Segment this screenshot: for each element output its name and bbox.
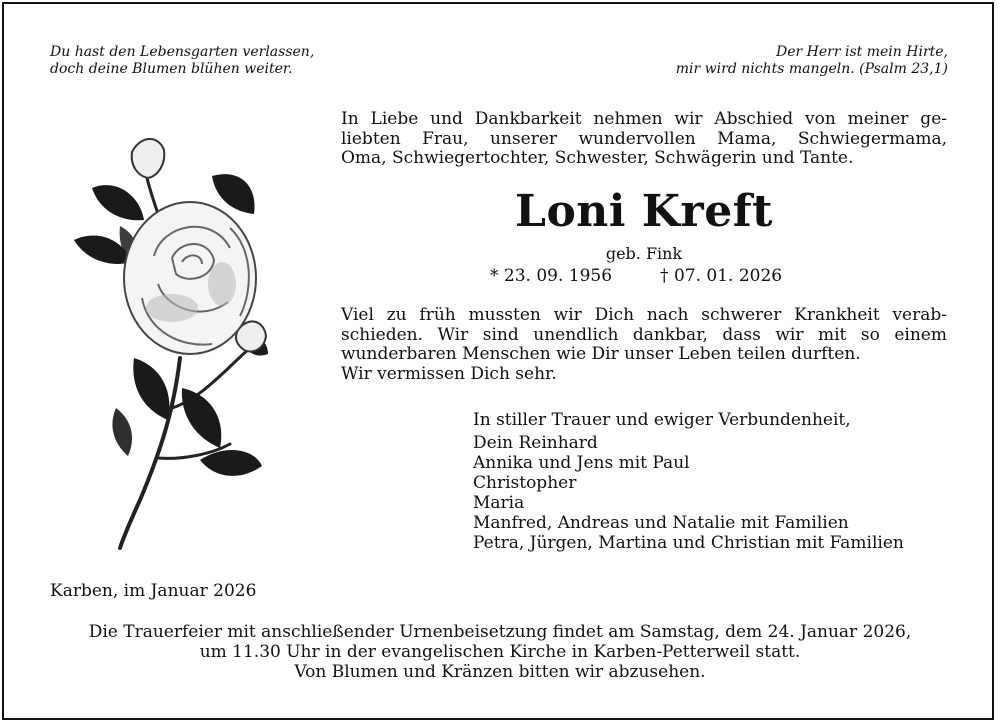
mourner-name: Manfred, Andreas und Natalie mit Familien	[473, 513, 849, 533]
ceremony-notice	[0, 622, 1000, 682]
quote-left-line: Du hast den Lebensgarten verlassen,	[50, 44, 315, 60]
message-line: schieden. Wir sind unendlich dankbar, dass wir mit so einem	[341, 324, 947, 345]
intro-line: In Liebe und Dankbarkeit nehmen wir Abschied von meiner ge-	[341, 109, 947, 129]
birth-name: geb. Fink	[605, 244, 683, 263]
quote-left-line: doch deine Blumen blühen weiter.	[50, 61, 293, 77]
intro-text	[341, 110, 947, 169]
quote-right-line: Der Herr ist mein Hirte,	[776, 44, 948, 60]
message-line: Viel zu früh mussten wir Dich nach schwerer Krankheit verab-	[341, 305, 947, 325]
ceremony-line: Die Trauerfeier mit anschließender Urnenbeisetzung findet am Samstag, dem 24. Januar 2026,	[88, 622, 912, 642]
ceremony-line: Von Blumen und Kränzen bitten wir abzusehen.	[294, 662, 706, 682]
quote-right	[676, 44, 948, 78]
mourner-name: Christopher	[473, 473, 577, 493]
message-line: Wir vermissen Dich sehr.	[341, 363, 557, 384]
message-text	[341, 306, 947, 384]
deceased-name: Loni Kreft	[515, 186, 773, 237]
rose-icon	[62, 108, 292, 552]
mourners-block	[473, 410, 904, 553]
quote-left	[50, 44, 314, 78]
quote-right-line: mir wird nichts mangeln. (Psalm 23,1)	[675, 61, 948, 77]
intro-line: liebten Frau, unserer wundervollen Mama, Schwiegermama,	[341, 128, 947, 149]
place-date: Karben, im Januar 2026	[50, 581, 257, 601]
ceremony-line: um 11.30 Uhr in der evangelischen Kirche in Karben-Petterweil statt.	[199, 642, 801, 662]
life-dates	[490, 266, 782, 286]
message-line: wunderbaren Menschen wie Dir unser Leben teilen durften.	[341, 344, 861, 364]
intro-line: Oma, Schwiegertochter, Schwester, Schwägerin und Tante.	[341, 148, 854, 168]
mourners-heading: In stiller Trauer und ewiger Verbundenheit,	[473, 410, 851, 430]
mourner-name: Maria	[473, 493, 525, 513]
mourner-name: Annika und Jens mit Paul	[473, 453, 690, 473]
mourner-name: Dein Reinhard	[473, 433, 598, 453]
death-date: † 07. 01. 2026	[660, 266, 783, 286]
birth-date: * 23. 09. 1956	[490, 266, 613, 286]
mourner-name: Petra, Jürgen, Martina und Christian mit Familien	[473, 533, 904, 553]
